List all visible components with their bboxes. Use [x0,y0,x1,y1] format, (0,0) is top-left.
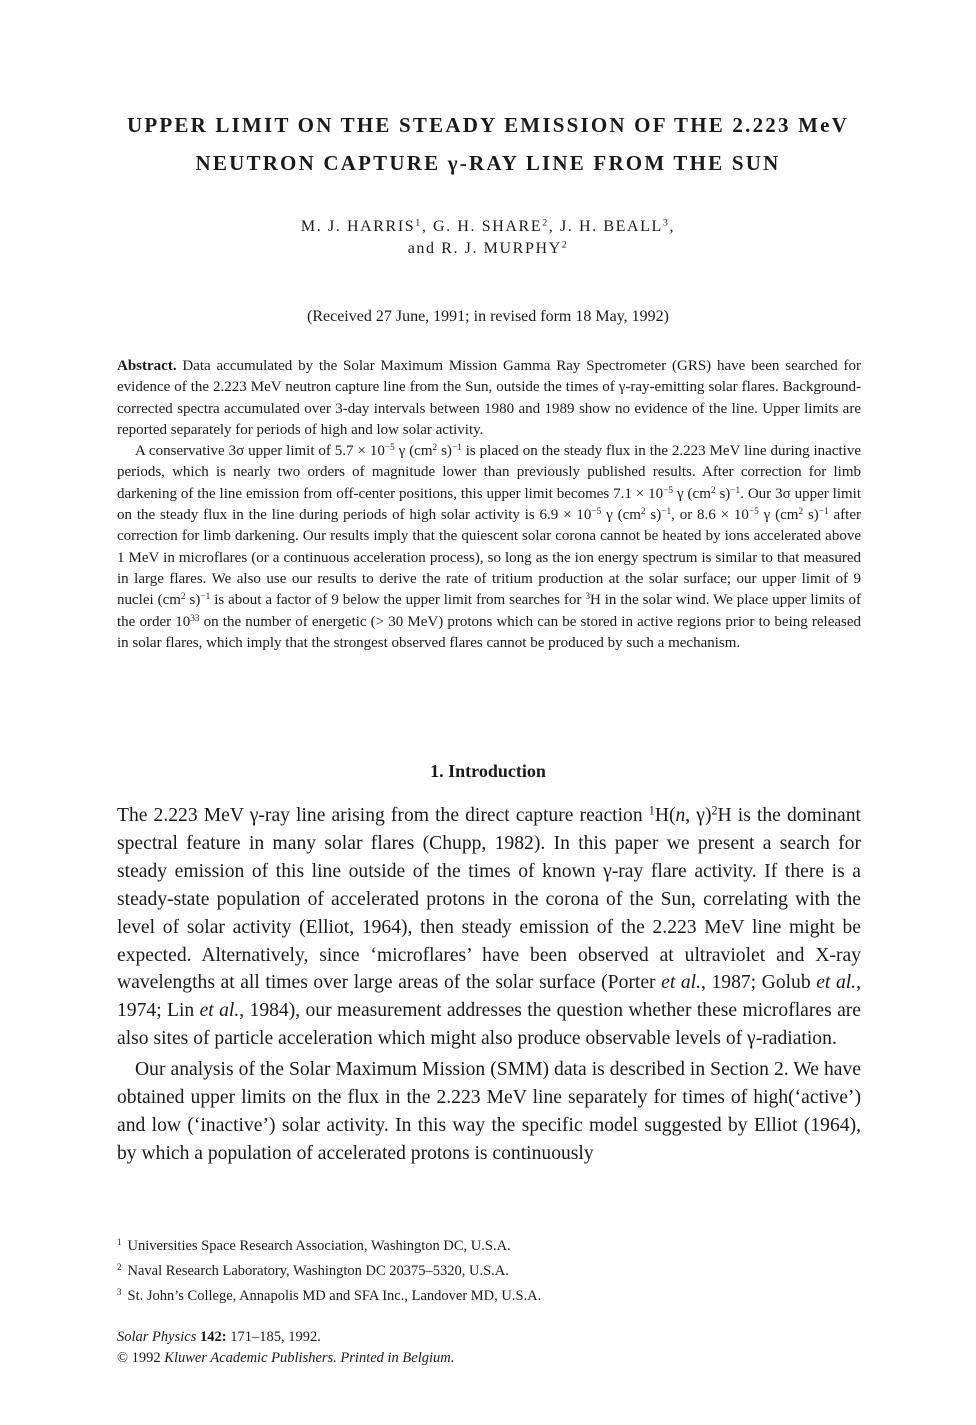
footnotes [117,1232,861,1307]
paper-title [100,106,876,182]
intro-paragraph-2: Our analysis of the Solar Maximum Mission (SMM) data is described in Section 2. We have obtained upper limits on the flux in the 2.223 MeV line separately for times of high(‘active’) and low (‘inactive’) solar activity. In this way the specific model suggested by Elliot (1964), by which a population of accelerated protons is continuously [117,1059,861,1164]
journal-reference: Solar Physics 142: 171–185, 1992. [117,1329,321,1345]
introduction-body [117,802,861,1168]
title-line-2: NEUTRON CAPTURE γ-RAY LINE FROM THE SUN [195,151,781,175]
footnote-2: $^2$ Naval Research Laboratory, Washington DC 20375–5320, U.S.A. [117,1262,509,1279]
abstract-paragraph-1: Abstract. Data accumulated by the Solar Maximum Mission Gamma Ray Spectrometer (GRS) have been searched for evidence of the 2.223 MeV neutron capture line from the Sun, outside the times of γ-ray-emitting solar flares. Background-corrected spectra accumulated over 3-day intervals between 1980 and 1989 show no evidence of the line. Upper limits are reported separately for periods of high and low solar activity. [117,358,861,438]
footnote-3: $^3$ St. John’s College, Annapolis MD and SFA Inc., Landover MD, U.S.A. [117,1287,542,1304]
copyright-notice: © 1992 Kluwer Academic Publishers. Printed in Belgium. [117,1350,455,1366]
author-line-1: M. J. HARRIS$^1$, G. H. SHARE$^2$, J. H. BEALL$^3$, [300,217,676,235]
intro-paragraph-1: The 2.223 MeV γ-ray line arising from the direct capture reaction $^1$H(n, γ)$^2$H is the dominant spectral feature in many solar flares (Chupp, 1982). In this paper we present a search for steady emission of this line outside of the times of known γ-ray flare activity. If there is a steady-state population of accelerated protons in the corona of the Sun, correlating with the level of solar activity (Elliot, 1964), then steady emission of the 2.223 MeV line might be expected. Alternatively, since ‘microflares’ have been observed at ultraviolet and X-ray wavelengths at all times over large areas of the solar surface (Porter et al., 1987; Golub et al., 1974; Lin et al., 1984), our measurement addresses the question whether these microflares are also sites of particle acceleration which might also produce observable levels of γ-radiation. [117,803,861,1050]
section-heading-introduction: 1. Introduction [430,761,546,781]
journal-citation [117,1327,861,1369]
title-line-1: UPPER LIMIT ON THE STEADY EMISSION OF THE 2.223 MeV [126,113,850,137]
abstract [117,356,861,654]
abstract-paragraph-2: A conservative 3σ upper limit of $5.7 \times 10^{-5}$ γ ($cm^2$ s)$^{-1}$ is placed on the steady flux in the 2.223 MeV line during inactive periods, which is nearly two orders of magnitude lower than previously published results. After correction for limb darkening of the line emission from off-center positions, this upper limit becomes $7.1 \times 10^{-5}$ γ ($cm^2$ s)$^{-1}$. Our 3σ upper limit on the steady flux in the line during periods of high solar activity is $6.9 \times 10^{-5}$ γ ($cm^2$ s)$^{-1}$, or $8.6 \times 10^{-5}$ γ ($cm^2$ s)$^{-1}$ after correction for limb darkening. Our results imply that the quiescent solar corona cannot be heated by ions accelerated above 1 MeV in microflares (or a continuous acceleration process), so long as the ion energy spectrum is similar to that measured in large flares. We also use our results to derive the rate of tritium production at the solar surface; our upper limit of 9 nuclei ($cm^2$ s)$^{-1}$ is about a factor of 9 below the upper limit from searches for $^3$H in the solar wind. We place upper limits of the order $10^{33}$ on the number of energetic (> 30 MeV) protons which can be stored in active regions prior to being released in solar flares, which imply that the strongest observed flares cannot be produced by such a mechanism. [117,443,861,651]
received-date: (Received 27 June, 1991; in revised form 18 May, 1992) [307,308,669,325]
abstract-label: Abstract. [117,358,177,374]
author-list [100,216,876,260]
footnote-1: $^1$ Universities Space Research Association, Washington DC, U.S.A. [117,1237,511,1254]
author-line-2: and R. J. MURPHY$^2$ [407,239,569,257]
